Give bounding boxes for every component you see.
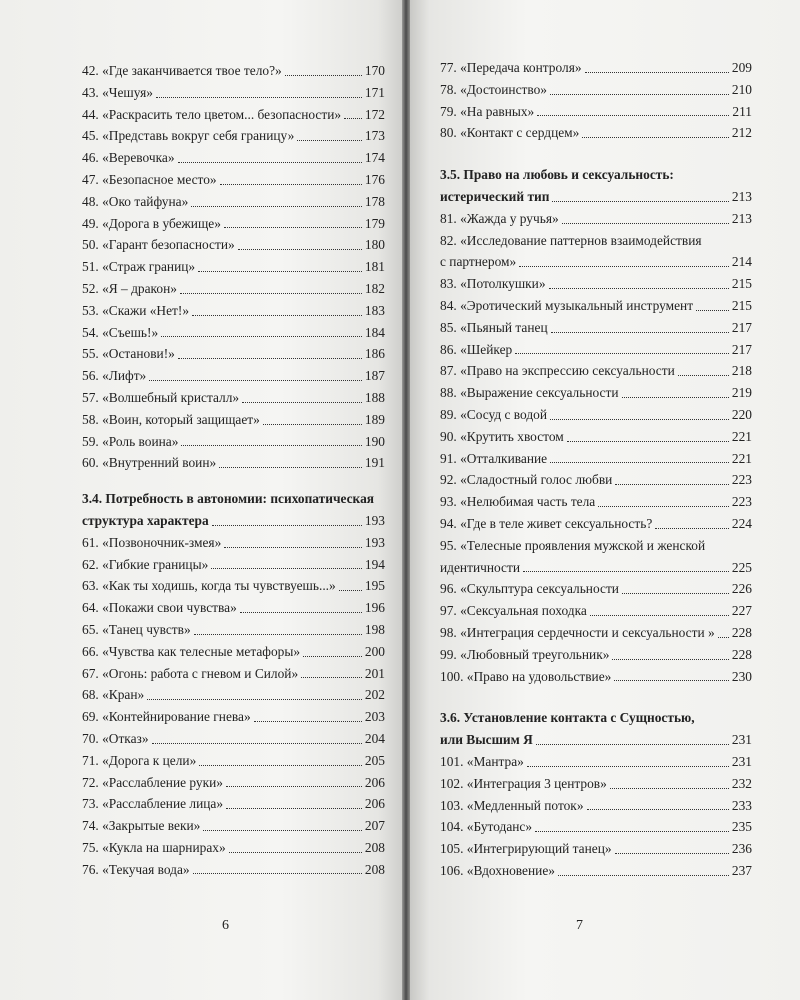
toc-entry-title: 71. «Дорога к цели» <box>82 752 197 768</box>
dot-leader <box>219 467 362 468</box>
toc-entry <box>440 751 752 773</box>
toc-entry-title: 52. «Я – дракон» <box>82 280 177 296</box>
toc-entry-title: 90. «Крутить хвостом <box>440 428 564 444</box>
dot-leader <box>254 721 362 722</box>
section-heading-3-6-line2 <box>440 729 752 751</box>
dot-leader <box>191 206 362 207</box>
toc-entry-title: 55. «Останови!» <box>82 346 175 362</box>
toc-entry <box>440 622 752 644</box>
toc-entry-title: 85. «Пьяный танец <box>440 319 548 335</box>
toc-entry-title: 78. «Достоинство» <box>440 81 548 97</box>
toc-entry-82-line1 <box>440 230 752 252</box>
toc-entry <box>440 208 752 230</box>
toc-entry-page: 180 <box>364 237 385 253</box>
dot-leader <box>156 97 362 98</box>
toc-entry-title: 94. «Где в теле живет сексуальность? <box>440 515 653 531</box>
dot-leader <box>224 547 362 548</box>
toc-entry-95-line2 <box>440 557 752 579</box>
toc-entry <box>440 79 752 101</box>
toc-entry-title: 98. «Интеграция сердечности и сексуальности » <box>440 624 715 640</box>
toc-entry <box>440 295 752 317</box>
dot-leader <box>180 293 362 294</box>
toc-entry <box>82 169 385 191</box>
toc-entry-title: 88. «Выражение сексуальности <box>440 385 619 401</box>
toc-entry-page: 193 <box>364 534 385 550</box>
toc-entry-title: 63. «Как ты ходишь, когда ты чувствуешь...» <box>82 578 336 594</box>
dot-leader <box>161 336 362 337</box>
dot-leader <box>229 852 362 853</box>
dot-leader <box>567 441 729 442</box>
dot-leader <box>515 353 729 354</box>
toc-entry-page: 228 <box>731 624 752 640</box>
toc-entry <box>440 448 752 470</box>
toc-entry-page: 228 <box>731 646 752 662</box>
toc-entry-title: 65. «Танец чувств» <box>82 621 191 637</box>
toc-entry-page: 204 <box>364 730 385 746</box>
toc-entry-page: 226 <box>731 581 752 597</box>
toc-entry <box>440 339 752 361</box>
toc-entry <box>82 837 385 859</box>
toc-entry <box>440 101 752 123</box>
toc-entry-page: 233 <box>731 797 752 813</box>
left-toc-column <box>82 60 385 880</box>
dot-leader <box>152 743 362 744</box>
toc-entry-page: 187 <box>364 368 385 384</box>
toc-entry-page: 198 <box>364 621 385 637</box>
toc-entry-page: 181 <box>364 259 385 275</box>
toc-entry <box>440 57 752 79</box>
toc-entry-title: 77. «Передача контроля» <box>440 60 582 75</box>
dot-leader <box>212 525 362 526</box>
toc-entry-page: 200 <box>364 643 385 659</box>
toc-entry-82-line2 <box>440 251 752 273</box>
dot-leader <box>718 637 729 638</box>
toc-entry <box>82 619 385 641</box>
dot-leader <box>344 118 362 119</box>
toc-entry-title: 66. «Чувства как телесные метафоры» <box>82 643 301 659</box>
toc-entry <box>440 860 752 882</box>
section-heading-3-6 <box>440 707 752 729</box>
toc-entry-page: 186 <box>364 346 385 362</box>
toc-entry-title: 43. «Чешуя» <box>82 84 153 100</box>
toc-entry-page: 221 <box>731 450 752 466</box>
toc-entry-page: 195 <box>364 578 385 594</box>
dot-leader <box>220 184 362 185</box>
section-heading-3-5-line2 <box>440 186 752 208</box>
toc-entry-title: 45. «Представь вокруг себя границу» <box>82 128 295 144</box>
toc-entry-title: 93. «Нелюбимая часть тела <box>440 494 596 510</box>
toc-entry-title: 48. «Око тайфуна» <box>82 193 189 209</box>
toc-entry <box>440 491 752 513</box>
dot-leader <box>303 656 362 657</box>
toc-entry-title: 101. «Мантра» <box>440 753 524 769</box>
toc-entry-title: 57. «Волшебный кристалл» <box>82 389 240 405</box>
toc-entry-title: 86. «Шейкер <box>440 341 513 357</box>
page-folio: 6 <box>222 918 229 933</box>
toc-entry-title: 92. «Сладостный голос любви <box>440 472 613 488</box>
toc-entry <box>440 773 752 795</box>
toc-entry-title: 105. «Интегрирующий танец» <box>440 841 612 857</box>
toc-entry <box>82 256 385 278</box>
dot-leader <box>696 310 729 311</box>
dot-leader <box>263 424 362 425</box>
toc-entry-title: 84. «Эротический музыкальный инструмент <box>440 297 694 313</box>
section-heading-3-4 <box>82 488 385 510</box>
toc-entry-page: 206 <box>364 796 385 812</box>
dot-leader <box>582 137 729 138</box>
dot-leader <box>193 873 362 874</box>
toc-entry-title: с партнером» <box>440 254 517 270</box>
toc-entry <box>440 382 752 404</box>
dot-leader <box>610 788 729 789</box>
toc-entry-title: 68. «Кран» <box>82 687 145 703</box>
toc-entry-page: 209 <box>731 60 752 75</box>
toc-entry-title: 59. «Роль воина» <box>82 433 179 449</box>
toc-entry <box>440 795 752 817</box>
toc-entry-title: 73. «Расслабление лица» <box>82 796 224 812</box>
dot-leader <box>622 593 729 594</box>
dot-leader <box>203 830 362 831</box>
toc-entry <box>82 60 385 82</box>
dot-leader <box>147 699 362 700</box>
toc-entry-page: 196 <box>364 600 385 616</box>
toc-entry <box>82 365 385 387</box>
dot-leader <box>285 75 362 76</box>
toc-entry <box>82 793 385 815</box>
toc-entry-page: 236 <box>731 841 752 857</box>
dot-leader <box>178 358 362 359</box>
toc-entry-page: 179 <box>364 215 385 231</box>
toc-entry-page: 205 <box>364 752 385 768</box>
toc-entry-page: 223 <box>731 494 752 510</box>
toc-entry-title: 54. «Съешь!» <box>82 324 159 340</box>
toc-entry <box>440 513 752 535</box>
dot-leader <box>523 571 729 572</box>
dot-leader <box>242 402 362 403</box>
toc-entry-title: 64. «Покажи свои чувства» <box>82 600 237 616</box>
toc-entry-title: 44. «Раскрасить тело цветом... безопасности» <box>82 106 342 122</box>
dot-leader <box>240 612 362 613</box>
toc-entry-title: 62. «Гибкие границы» <box>82 556 209 572</box>
toc-entry-page: 208 <box>364 861 385 877</box>
toc-entry-title: 96. «Скульптура сексуальности <box>440 581 619 597</box>
toc-entry-page: 191 <box>364 455 385 471</box>
toc-entry-page: 218 <box>731 363 752 379</box>
toc-entry-page: 201 <box>364 665 385 681</box>
toc-entry-page: 170 <box>364 63 385 78</box>
toc-entry <box>82 706 385 728</box>
section-heading-line1: 3.4. Потребность в автономии: психопатическая <box>82 491 375 507</box>
toc-entry-title: 102. «Интеграция 3 центров» <box>440 775 607 791</box>
toc-entry-page: 178 <box>364 193 385 209</box>
toc-entry-page: 214 <box>731 254 752 270</box>
toc-entry-title: 46. «Веревочка» <box>82 150 175 166</box>
toc-entry-title: 61. «Позвоночник-змея» <box>82 534 222 550</box>
toc-entry-title: 60. «Внутренний воин» <box>82 455 217 471</box>
dot-leader <box>558 875 729 876</box>
toc-entry <box>82 278 385 300</box>
toc-entry <box>440 426 752 448</box>
toc-entry-title: 82. «Исследование паттернов взаимодействия <box>440 232 702 248</box>
toc-entry-title: 91. «Отталкивание <box>440 450 548 466</box>
right-page <box>410 0 800 1000</box>
dot-leader <box>550 462 729 463</box>
toc-entry <box>440 317 752 339</box>
toc-entry-title: 97. «Сексуальная походка <box>440 603 587 619</box>
dot-leader <box>301 677 362 678</box>
toc-entry-title: 74. «Закрытые веки» <box>82 818 201 834</box>
toc-entry-page: 215 <box>731 276 752 292</box>
dot-leader <box>226 786 362 787</box>
toc-entry <box>82 191 385 213</box>
toc-entry-page: 217 <box>731 341 752 357</box>
toc-entry-title: 89. «Сосуд с водой <box>440 406 548 422</box>
dot-leader <box>192 315 362 316</box>
toc-entry-title: 106. «Вдохновение» <box>440 862 555 878</box>
toc-entry-page: 224 <box>731 515 752 531</box>
section-page-number: 231 <box>731 732 752 748</box>
section-heading-3-5 <box>440 164 752 186</box>
toc-entry-page: 227 <box>731 603 752 619</box>
toc-entry-page: 221 <box>731 428 752 444</box>
right-toc-column <box>440 57 752 882</box>
toc-entry-title: 51. «Страж границ» <box>82 259 196 275</box>
toc-entry-page: 219 <box>731 385 752 401</box>
toc-entry-page: 206 <box>364 774 385 790</box>
toc-entry-title: 87. «Право на экспрессию сексуальности <box>440 363 675 379</box>
dot-leader <box>598 506 729 507</box>
section-heading-line1: 3.6. Установление контакта с Сущностью, <box>440 710 695 726</box>
toc-entry-page: 230 <box>731 668 752 684</box>
toc-entry-title: 70. «Отказ» <box>82 730 149 746</box>
dot-leader <box>550 94 729 95</box>
toc-entry-title: 69. «Контейнирование гнева» <box>82 709 251 725</box>
section-heading-line1: 3.5. Право на любовь и сексуальность: <box>440 167 674 183</box>
dot-leader <box>622 397 729 398</box>
dot-leader <box>238 249 362 250</box>
toc-entry <box>440 816 752 838</box>
toc-entry <box>440 644 752 666</box>
section-heading-line2: структура характера <box>82 512 209 528</box>
toc-entry-page: 183 <box>364 302 385 318</box>
book-gutter <box>402 0 410 1000</box>
toc-entry-page: 210 <box>731 81 752 97</box>
dot-leader <box>211 568 362 569</box>
toc-entry <box>82 554 385 576</box>
toc-entry-page: 213 <box>731 210 752 226</box>
dot-leader <box>562 223 729 224</box>
toc-entry <box>82 409 385 431</box>
toc-entry-page: 235 <box>731 819 752 835</box>
toc-entry <box>82 684 385 706</box>
dot-leader <box>194 634 362 635</box>
toc-entry-title: 58. «Воин, который защищает» <box>82 411 260 427</box>
section-heading-line2: или Высшим Я <box>440 732 533 748</box>
toc-entry <box>440 360 752 382</box>
toc-entry <box>82 575 385 597</box>
dot-leader <box>536 744 729 745</box>
toc-entry <box>440 600 752 622</box>
dot-leader <box>297 140 362 141</box>
dot-leader <box>612 659 729 660</box>
dot-leader <box>549 288 729 289</box>
toc-entry-title: 67. «Огонь: работа с гневом и Силой» <box>82 665 299 681</box>
toc-entry-page: 203 <box>364 709 385 725</box>
dot-leader <box>198 271 362 272</box>
dot-leader <box>339 590 362 591</box>
toc-entry-page: 171 <box>364 84 385 100</box>
toc-entry-page: 190 <box>364 433 385 449</box>
dot-leader <box>615 853 729 854</box>
toc-entry-page: 223 <box>731 472 752 488</box>
toc-entry-page: 231 <box>731 753 752 769</box>
toc-entry <box>82 452 385 474</box>
toc-entry <box>82 82 385 104</box>
dot-leader <box>224 227 362 228</box>
dot-leader <box>587 809 729 810</box>
toc-entry-page: 174 <box>364 150 385 166</box>
toc-entry <box>82 125 385 147</box>
toc-entry <box>82 772 385 794</box>
toc-entry <box>82 387 385 409</box>
dot-leader <box>590 615 729 616</box>
toc-entry-page: 189 <box>364 411 385 427</box>
dot-leader <box>149 380 362 381</box>
toc-entry <box>82 343 385 365</box>
toc-entry-page: 208 <box>364 839 385 855</box>
toc-entry-page: 173 <box>364 128 385 144</box>
toc-entry <box>82 147 385 169</box>
toc-entry-title: 56. «Лифт» <box>82 368 147 384</box>
toc-entry <box>82 859 385 881</box>
toc-entry-title: 83. «Потолкушки» <box>440 276 546 292</box>
toc-entry-page: 217 <box>731 319 752 335</box>
toc-entry-page: 220 <box>731 406 752 422</box>
dot-leader <box>614 680 729 681</box>
dot-leader <box>550 419 729 420</box>
toc-entry-title: 104. «Бутоданс» <box>440 819 533 835</box>
dot-leader <box>678 375 729 376</box>
toc-entry <box>82 213 385 235</box>
dot-leader <box>178 162 362 163</box>
toc-entry-title: 100. «Право на удовольствие» <box>440 668 612 684</box>
toc-entry <box>440 122 752 144</box>
toc-entry-page: 232 <box>731 775 752 791</box>
toc-entry-95-line1 <box>440 535 752 557</box>
dot-leader <box>585 72 729 73</box>
dot-leader <box>527 766 729 767</box>
toc-entry <box>82 322 385 344</box>
toc-entry <box>82 815 385 837</box>
toc-entry <box>82 728 385 750</box>
toc-entry <box>82 597 385 619</box>
dot-leader <box>615 484 729 485</box>
toc-entry <box>82 641 385 663</box>
dot-leader <box>551 332 729 333</box>
toc-entry-title: идентичности <box>440 559 520 575</box>
toc-entry-title: 103. «Медленный поток» <box>440 797 584 813</box>
toc-entry <box>82 300 385 322</box>
section-page-number: 213 <box>731 188 752 204</box>
section-heading-line2: истерический тип <box>440 188 550 204</box>
toc-entry-title: 50. «Гарант безопасности» <box>82 237 235 253</box>
toc-entry <box>82 750 385 772</box>
toc-entry-page: 194 <box>364 556 385 572</box>
dot-leader <box>226 808 362 809</box>
toc-entry-page: 215 <box>731 297 752 313</box>
dot-leader <box>552 201 728 202</box>
toc-entry-page: 212 <box>731 125 752 141</box>
toc-entry-title: 79. «На равных» <box>440 103 535 119</box>
toc-entry <box>82 663 385 685</box>
toc-entry-title: 49. «Дорога в убежище» <box>82 215 221 231</box>
toc-entry-page: 184 <box>364 324 385 340</box>
toc-entry <box>440 578 752 600</box>
toc-entry-page: 202 <box>364 687 385 703</box>
dot-leader <box>537 115 729 116</box>
toc-entry-page: 225 <box>731 559 752 575</box>
toc-entry-page: 176 <box>364 171 385 187</box>
toc-entry <box>440 273 752 295</box>
toc-entry-title: 53. «Скажи «Нет!» <box>82 302 190 318</box>
toc-entry-title: 95. «Телесные проявления мужской и женской <box>440 537 706 553</box>
dot-leader <box>655 528 729 529</box>
toc-entry-page: 188 <box>364 389 385 405</box>
section-heading-3-4-line2 <box>82 510 385 532</box>
toc-entry <box>440 666 752 688</box>
toc-entry-title: 76. «Текучая вода» <box>82 861 190 877</box>
toc-entry-page: 172 <box>364 106 385 122</box>
toc-entry-title: 99. «Любовный треугольник» <box>440 646 610 662</box>
toc-entry <box>440 838 752 860</box>
dot-leader <box>181 445 361 446</box>
dot-leader <box>519 266 729 267</box>
toc-entry-page: 182 <box>364 280 385 296</box>
toc-entry <box>440 469 752 491</box>
page-folio: 7 <box>576 918 583 933</box>
toc-entry <box>82 104 385 126</box>
toc-entry-page: 237 <box>731 862 752 878</box>
section-page-number: 193 <box>364 512 385 528</box>
toc-entry <box>82 234 385 256</box>
toc-entry-page: 211 <box>732 103 752 119</box>
toc-entry <box>82 532 385 554</box>
toc-entry-title: 72. «Расслабление руки» <box>82 774 223 790</box>
toc-entry <box>440 404 752 426</box>
toc-entry-title: 80. «Контакт с сердцем» <box>440 125 580 141</box>
toc-entry <box>82 431 385 453</box>
toc-entry-title: 75. «Кукла на шарнирах» <box>82 839 226 855</box>
toc-entry-title: 42. «Где заканчивается твое тело?» <box>82 63 282 78</box>
toc-entry-title: 47. «Безопасное место» <box>82 171 217 187</box>
toc-entry-page: 207 <box>364 818 385 834</box>
toc-entry-title: 81. «Жажда у ручья» <box>440 210 559 226</box>
dot-leader <box>199 765 362 766</box>
dot-leader <box>535 831 729 832</box>
